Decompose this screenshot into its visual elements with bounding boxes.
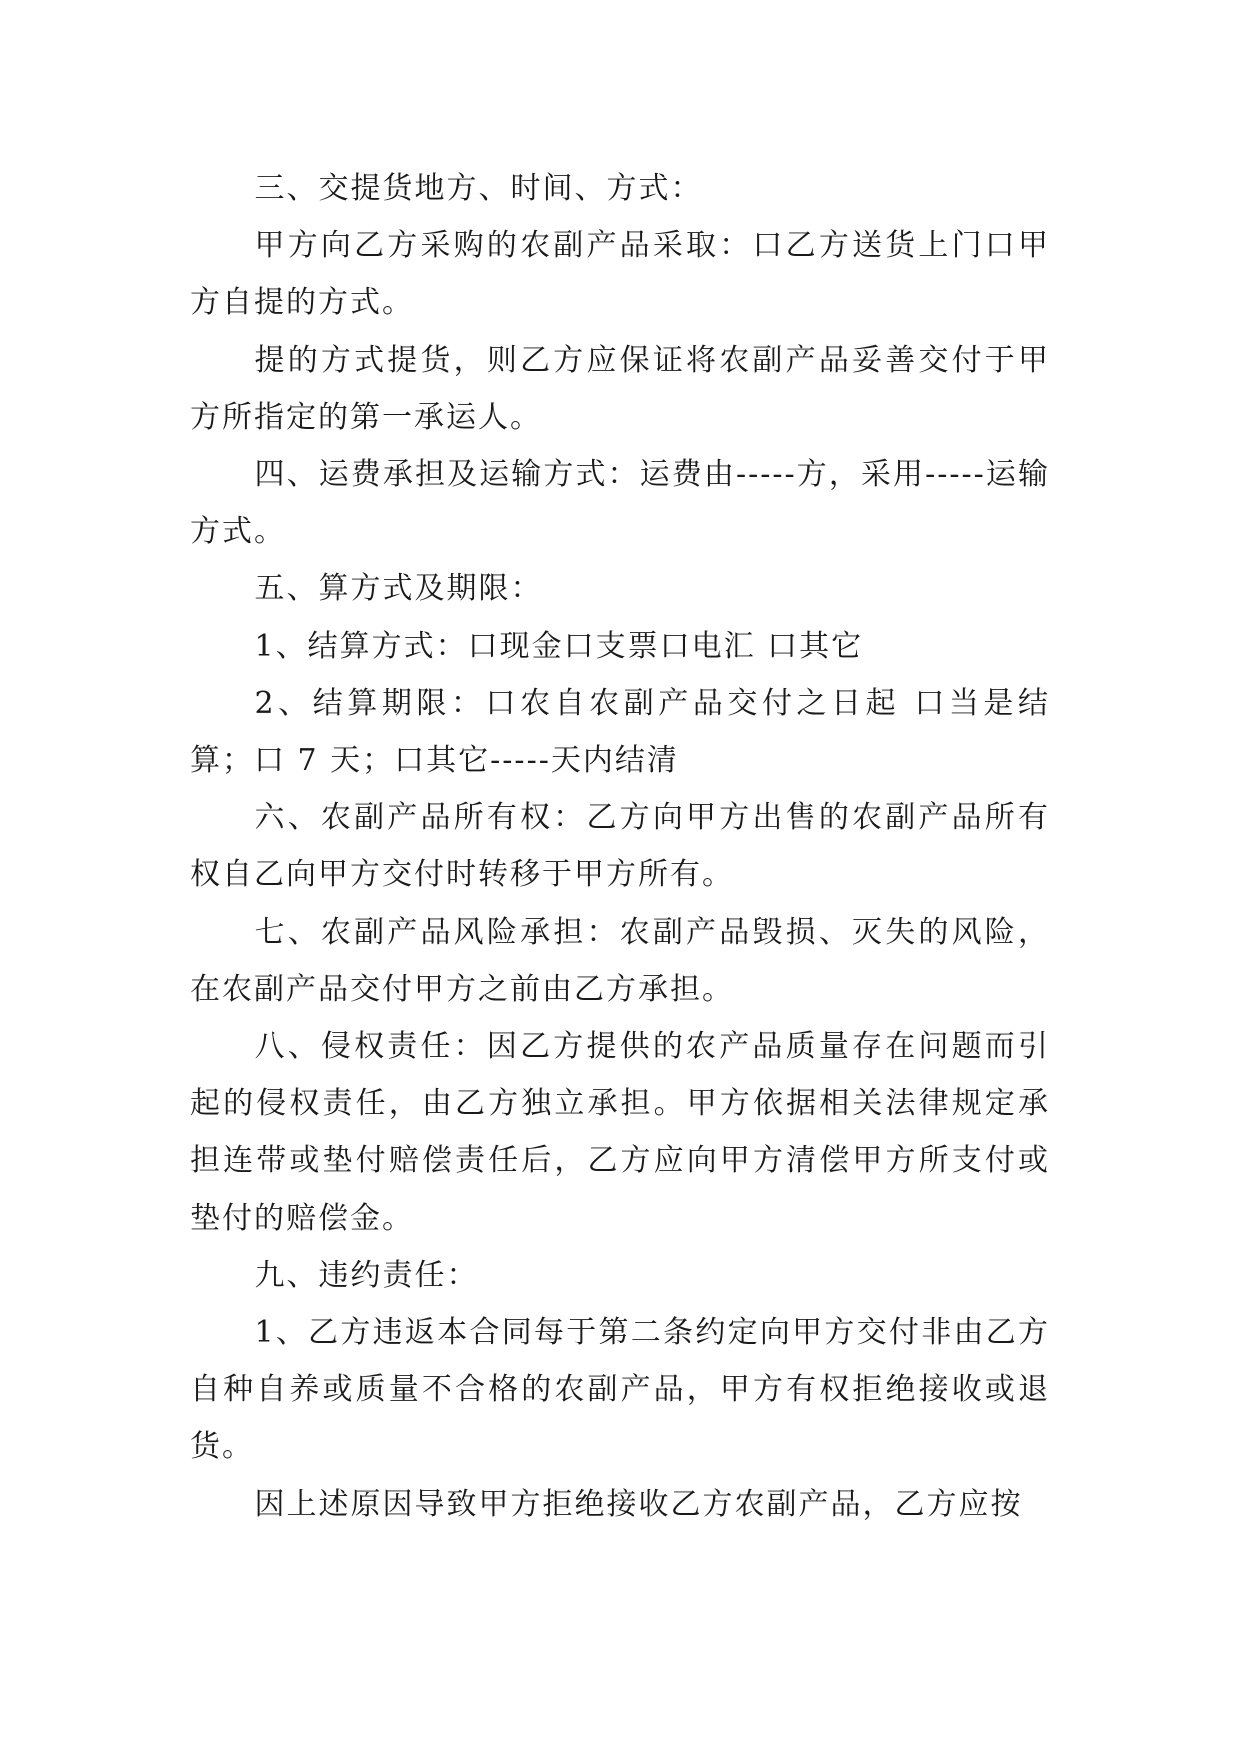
section-4-freight: 四、运费承担及运输方式：运费由-----方，采用-----运输方式。 bbox=[190, 457, 1050, 550]
delivery-method-paragraph: 甲方向乙方采购的农副产品采取：口乙方送货上门口甲方自提的方式。 bbox=[190, 228, 1050, 321]
section-3-heading: 三、交提货地方、时间、方式： bbox=[254, 171, 703, 206]
section-9-heading: 九、违约责任： bbox=[254, 1257, 479, 1293]
section-7-risk: 七、农副产品风险承担：农副产品毁损、灭失的风险，在农副产品交付甲方之前由乙方承担。 bbox=[190, 914, 1050, 1007]
section-6-ownership: 六、农副产品所有权：乙方向甲方出售的农副产品所有权自乙向甲方交付时转移于甲方所有。 bbox=[190, 800, 1050, 893]
settlement-period: 2、结算期限：口农自农副产品交付之日起 口当是结算；口 7 天；口其它-----天内结清 bbox=[190, 685, 1050, 779]
settlement-method: 1、结算方式：口现金口支票口电汇 口其它 bbox=[254, 628, 864, 664]
contract-body bbox=[190, 160, 1050, 1533]
breach-clause-1: 1、乙方违返本合同每于第二条约定向甲方交付非由乙方自种自养或质量不合格的农副产品，甲方有权拒绝接收或退货。 bbox=[190, 1315, 1050, 1465]
section-5-heading: 五、算方式及期限： bbox=[254, 571, 543, 607]
breach-clause-continued: 因上述原因导致甲方拒绝接收乙方农副产品，乙方应按 bbox=[254, 1486, 1023, 1522]
section-8-liability: 八、侵权责任：因乙方提供的农产品质量存在问题而引起的侵权责任，由乙方独立承担。甲方依据相关法律规定承担连带或垫付赔偿责任后，乙方应向甲方清偿甲方所支付或垫付的赔偿金。 bbox=[190, 1029, 1050, 1236]
pickup-paragraph: 提的方式提货，则乙方应保证将农副产品妥善交付于甲方所指定的第一承运人。 bbox=[190, 342, 1050, 435]
